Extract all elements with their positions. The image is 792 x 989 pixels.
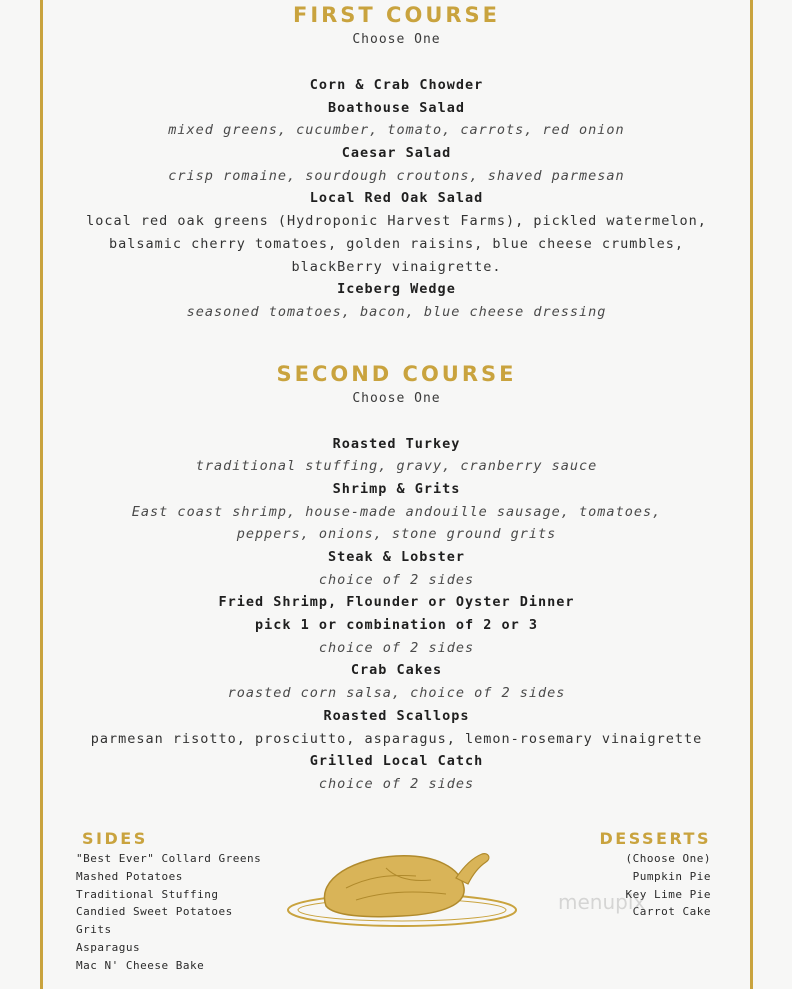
sides-item: Traditional Stuffing (76, 887, 219, 901)
sides-list (76, 850, 261, 975)
first-course-item-description: crisp romaine, sourdough croutons, shaved parmesan (168, 167, 625, 184)
second-course-item-description: East coast shrimp, house-made andouille sausage, tomatoes, (131, 503, 662, 520)
desserts-title: DESSERTS (599, 829, 711, 848)
first-course-subtitle: Choose One (352, 32, 441, 47)
desserts-item: Key Lime Pie (625, 887, 711, 901)
second-course-item-name: Grilled Local Catch (309, 753, 484, 770)
second-course-item-name: Roasted Scallops (323, 707, 470, 724)
second-course-item-description: choice of 2 sides (318, 639, 475, 656)
first-course-item-name: Iceberg Wedge (337, 281, 456, 298)
second-course-item-description: choice of 2 sides (318, 571, 475, 588)
second-course-item-description: peppers, onions, stone ground grits (236, 526, 557, 543)
first-course-item-description: local red oak greens (Hydroponic Harvest Farms), pickled watermelon, (86, 213, 707, 230)
frame-border-right (750, 0, 753, 989)
second-course-subtitle: Choose One (352, 390, 441, 406)
first-course-list (43, 74, 750, 324)
first-course-item-description: blackBerry vinaigrette. (291, 258, 502, 275)
second-course-title: SECOND COURSE (276, 361, 517, 386)
desserts-item: Carrot Cake (632, 905, 711, 919)
sides-item: Grits (76, 923, 112, 937)
first-course-item-description: mixed greens, cucumber, tomato, carrots, red onion (168, 122, 625, 139)
second-course-item-name: Steak & Lobster (328, 549, 465, 565)
sides-item: "Best Ever" Collard Greens (76, 852, 262, 865)
roast-turkey-illustration (286, 848, 518, 928)
sides-item: Asparagus (76, 940, 141, 954)
second-course-item-name: pick 1 or combination of 2 or 3 (255, 617, 538, 634)
first-course-item-name: Corn & Crab Chowder (309, 77, 484, 93)
desserts-item: Pumpkin Pie (632, 869, 711, 883)
first-course-item-name: Boathouse Salad (328, 99, 465, 116)
desserts-item: (Choose One) (625, 852, 711, 865)
second-course-item-description: parmesan risotto, prosciutto, asparagus, lemon-rosemary vinaigrette (90, 730, 703, 747)
second-course-item-description: choice of 2 sides (318, 775, 475, 792)
menu-column (43, 0, 750, 796)
second-course-item-description: traditional stuffing, gravy, cranberry sauce (195, 458, 598, 475)
sides-item: Mac N' Cheese Bake (76, 958, 205, 972)
sides-item: Mashed Potatoes (76, 869, 183, 883)
second-course-item-name: Crab Cakes (350, 662, 443, 679)
first-course-item-name: Caesar Salad (341, 145, 452, 162)
sides-section (76, 828, 261, 975)
second-course-item-name: Shrimp & Grits (332, 480, 461, 497)
watermark: menupix (558, 890, 646, 914)
second-course-list (43, 433, 750, 796)
second-course-item-name: Fried Shrimp, Flounder or Oyster Dinner (218, 594, 575, 611)
first-course-item-name: Local Red Oak Salad (309, 190, 484, 207)
sides-item: Candied Sweet Potatoes (76, 905, 233, 919)
first-course-item-description: seasoned tomatoes, bacon, blue cheese dressing (186, 303, 607, 320)
second-course-item-name: Roasted Turkey (332, 435, 461, 452)
first-course-title: FIRST COURSE (292, 3, 501, 27)
second-course-item-description: roasted corn salsa, choice of 2 sides (227, 685, 566, 702)
first-course-item-description: balsamic cherry tomatoes, golden raisins, blue cheese crumbles, (108, 235, 685, 252)
sides-title: SIDES (82, 829, 148, 848)
